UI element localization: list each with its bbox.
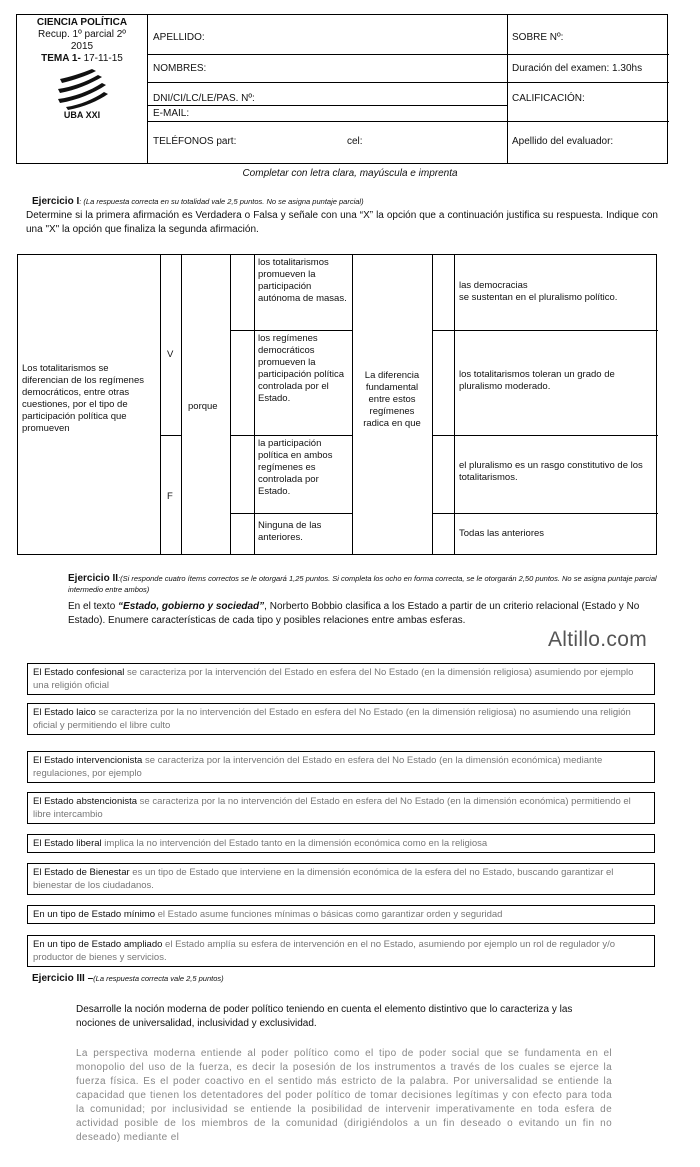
ex2-item-text: se caracteriza por la no intervención del Estado en esfera del No Estado (en la dimensión económica) permitiendo el libre intercambio <box>33 796 631 820</box>
ex2-item-key: El Estado laico <box>33 707 96 718</box>
ex1-title <box>32 196 364 207</box>
ex1-middle-text: La diferencia fundamental entre estos regímenes radica en que <box>363 370 421 429</box>
ex2-answer-box <box>27 834 655 853</box>
sobre-field[interactable]: SOBRE Nº: <box>512 32 564 43</box>
ex1-title-text: Ejercicio I <box>32 196 80 207</box>
uba-xxi-logo <box>52 67 112 111</box>
ex2-body-pre: En el texto <box>68 601 119 612</box>
ex2-item-text: el Estado asume funciones mínimas o básicas como garantizar orden y seguridad <box>155 909 503 920</box>
ex1-note: : (La respuesta correcta en su totalidad vale 2,5 puntos. No se asigna puntaje parcial) <box>79 197 364 206</box>
ex2-body-post: , Norberto Bobbio clasifica a los Estado a partir de un criterio relacional (Estado y No Estado). Enumere características de cada tipo y posibles relaciones entre ambas esferas. <box>68 601 640 626</box>
apellido-field[interactable]: APELLIDO: <box>153 32 205 43</box>
student-info-header <box>16 14 668 164</box>
tema-label: TEMA 1- <box>41 53 81 64</box>
email-field[interactable]: E-MAIL: <box>153 108 190 119</box>
ex2-answer-box <box>27 663 655 695</box>
ex2-item-text: implica la no intervención del Estado tanto en la dimensión económica como en la religiosa <box>101 838 488 849</box>
ex1-table <box>17 254 657 555</box>
evaluador-field[interactable]: Apellido del evaluador: <box>512 136 614 147</box>
cel-field[interactable]: cel: <box>347 136 363 147</box>
porque-label: porque <box>188 401 218 412</box>
option2-b[interactable]: los totalitarismos toleran un grado de pluralismo moderado. <box>459 369 615 392</box>
ex2-item-key: El Estado intervencionista <box>33 755 143 766</box>
false-option[interactable]: F <box>167 491 173 502</box>
exam-date: 17-11-15 <box>83 53 123 64</box>
dni-field[interactable]: DNI/CI/LC/LE/PAS. Nº: <box>153 93 255 104</box>
nombres-field[interactable]: NOMBRES: <box>153 63 207 74</box>
telefonos-field[interactable]: TELÉFONOS part: <box>153 136 237 147</box>
ex2-text-title: “Estado, gobierno y sociedad” <box>118 601 265 612</box>
option1-a[interactable]: los totalitarismos promueven la participación autónoma de masas. <box>258 257 347 304</box>
ex1-statement: Los totalitarismos se diferencian de los regímenes democráticos, entre otras cuestiones, por el tipo de participación política que promueven <box>22 363 144 434</box>
option2-d[interactable]: Todas las anteriores <box>459 528 545 539</box>
ex1-instructions: Determine si la primera afirmación es Verdadera o Falsa y señale con una “X” la opción que a continuación justifica su respuesta. Indique con una "X" la opción que finaliza la segunda afirmación. <box>26 210 658 235</box>
ex2-item-text: se caracteriza por la intervención del Estado en esfera del No Estado (en la dimensión religiosa) asumiendo por ejemplo una religión oficial <box>33 667 634 691</box>
ex2-item-text: el Estado amplía su esfera de intervención en el no Estado, asumiendo por ejemplo un rol de regulador y/o productor de bienes y servicios. <box>33 939 615 963</box>
altillo-watermark: Altillo.com <box>548 628 647 651</box>
option2-a[interactable] <box>459 280 655 304</box>
ex2-item-text: se caracteriza por la no intervención del Estado en esfera del No Estado (en la dimensión religiosa) no asumiendo una religión oficial y permitiendo el libre culto <box>33 707 631 731</box>
ex2-instructions <box>68 600 668 628</box>
option2-a-line1: las democracias <box>459 280 528 291</box>
ex2-item-key: El Estado liberal <box>33 838 102 849</box>
ex2-item-text: se caracteriza por la intervención del Estado en esfera del No Estado (en la dimensión económica) mediante regulaciones, por ejemplo <box>33 755 603 779</box>
option1-b[interactable]: los regímenes democráticos promueven la participación política controlada por el Estado. <box>258 333 345 404</box>
option1-d[interactable]: Ninguna de las anteriores. <box>258 520 322 543</box>
duracion-label: Duración del examen: 1.30hs <box>512 63 643 74</box>
ex2-item-key: El Estado confesional <box>33 667 125 678</box>
ex2-answer-box <box>27 905 655 924</box>
ex2-item-key: El Estado abstencionista <box>33 796 138 807</box>
option2-c[interactable]: el pluralismo es un rasgo constitutivo de los totalitarismos. <box>459 460 643 483</box>
ex2-item-text: es un tipo de Estado que interviene en la dimensión económica de la esfera del no Estado, buscando garantizar el bienestar de los ciudadanos. <box>33 867 614 891</box>
exam-info-block <box>17 15 147 121</box>
logo-text: UBA XXI <box>63 110 101 120</box>
calificacion-field[interactable]: CALIFICACIÓN: <box>512 93 585 104</box>
ex2-answer-box <box>27 703 655 735</box>
ex2-item-key: El Estado de Bienestar <box>33 867 130 878</box>
subject-title: CIENCIA POLÍTICA <box>36 17 128 28</box>
ex2-title <box>68 573 668 595</box>
ex2-title-text: Ejercicio II <box>68 573 119 584</box>
ex2-answer-box <box>27 935 655 967</box>
ex2-note: :(Si responde cuatro ítems correctos se le otorgará 1,25 puntos. Si completa los ocho en forma correcta, se le otorgarán 2,50 puntos. No se asigna puntaje parcial intermedio entre ambos) <box>68 574 657 594</box>
fill-instruction: Completar con letra clara, mayúscula e imprenta <box>242 168 458 179</box>
ex3-note: (La respuesta correcta vale 2,5 puntos) <box>93 974 224 983</box>
true-option[interactable]: V <box>167 349 174 360</box>
ex2-answer-box <box>27 863 655 895</box>
ex2-answer-box <box>27 792 655 824</box>
ex2-item-key: En un tipo de Estado ampliado <box>33 939 163 950</box>
ex3-title <box>32 973 224 984</box>
exam-line-2: 2015 <box>70 41 94 52</box>
ex3-prompt: Desarrolle la noción moderna de poder político teniendo en cuenta el elemento distintivo que lo caracteriza y las nociones de universalidad, inclusividad y exclusividad. <box>76 1004 573 1029</box>
ex2-answer-box <box>27 751 655 783</box>
ex3-answer: La perspectiva moderna entiende al poder político como el tipo de poder social que se fundamenta en el monopolio del uso de la fuerza, es decir la posesión de los instrumentos a través de los cuales se ejerce la fuerza física. Es el poder coactivo en el sentido más estricto de la palabra. Por universalidad se entiende la capacidad que tienen los detentadores del poder político de tomar decisiones legítimas y con efecto para toda la comunidad; por inclusividad se entiende la posibilidad de intervenir imperativamente en toda esfera de actividad posible de los miembros de la comunidad (dirigiéndolos a un fin deseado o evitando un fin no deseado) mediante el <box>76 1048 612 1143</box>
exam-line-1: Recup. 1º parcial 2º <box>38 29 126 40</box>
ex3-title-text: Ejercicio III – <box>32 973 94 984</box>
ex2-item-key: En un tipo de Estado mínimo <box>33 909 155 920</box>
option2-a-line2: se sustentan en el pluralismo político. <box>459 292 618 303</box>
option1-c[interactable]: la participación política en ambos regímenes es controlada por Estado. <box>258 438 333 497</box>
